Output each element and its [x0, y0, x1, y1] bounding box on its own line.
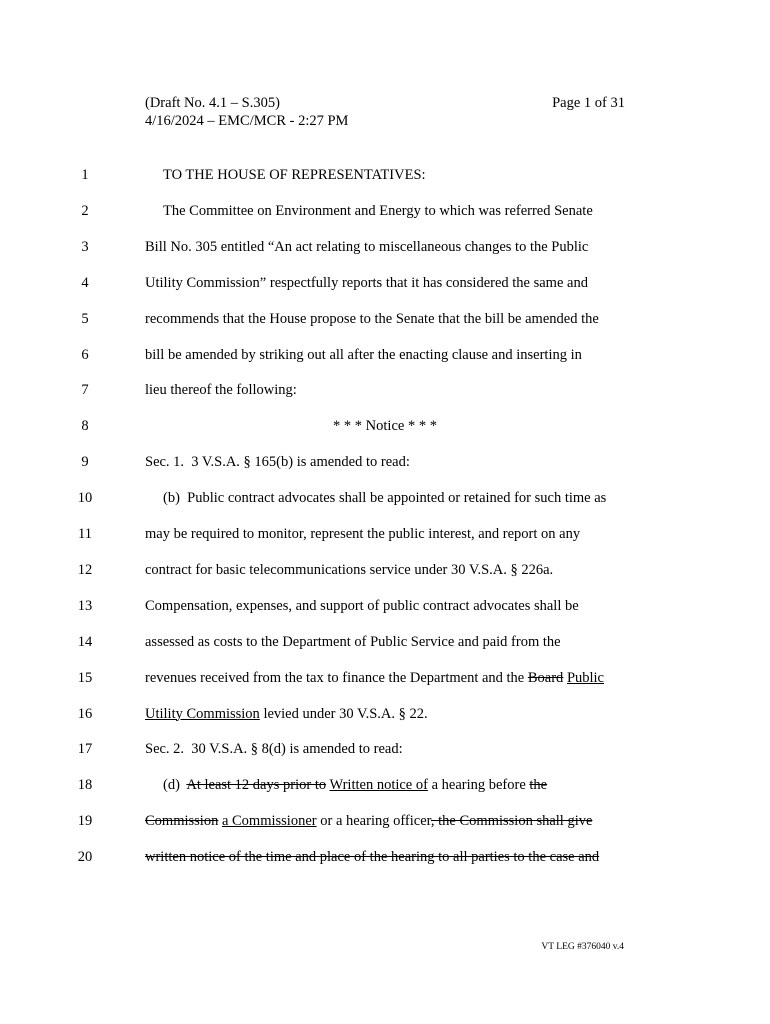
line-number: 20	[77, 849, 93, 866]
deleted-text: the	[529, 777, 548, 794]
inserted-text: a Commissioner	[221, 813, 317, 830]
text-line	[0, 164, 770, 186]
line-number: 19	[77, 813, 93, 830]
draft-number: (Draft No. 4.1 – S.305)	[145, 95, 280, 111]
text-segment: revenues received from the tax to finance the Department and the	[145, 669, 528, 686]
text-line	[0, 595, 770, 617]
draft-date: 4/16/2024 – EMC/MCR - 2:27 PM	[145, 113, 349, 129]
text-segment: * * * Notice * * *	[333, 418, 437, 435]
line-text	[145, 164, 630, 186]
text-line	[0, 703, 770, 725]
deleted-text: Board	[527, 669, 564, 686]
line-text	[145, 667, 630, 689]
text-line	[0, 451, 770, 473]
text-line	[0, 846, 770, 868]
line-text	[145, 415, 625, 437]
text-line	[0, 667, 770, 689]
line-number: 16	[77, 705, 93, 722]
text-segment: The Committee on Environment and Energy to which was referred Senate	[163, 202, 593, 219]
text-line	[0, 200, 770, 222]
text-line	[0, 308, 770, 330]
line-number: 4	[81, 274, 89, 291]
line-text	[145, 559, 630, 581]
line-number: 5	[81, 310, 89, 327]
draft-header	[145, 94, 348, 130]
line-number: 17	[77, 741, 93, 758]
line-text	[145, 272, 630, 294]
text-segment: may be required to monitor, represent the public interest, and report on any	[145, 526, 581, 542]
text-line	[0, 487, 770, 509]
text-line	[0, 738, 770, 760]
line-number: 8	[81, 418, 89, 435]
text-line	[0, 236, 770, 258]
line-text	[145, 595, 630, 617]
line-number: 1	[81, 167, 89, 183]
text-segment: Compensation, expenses, and support of public contract advocates shall be	[145, 597, 579, 614]
text-segment: TO THE HOUSE OF REPRESENTATIVES:	[163, 167, 426, 183]
line-text	[145, 379, 630, 401]
text-segment: or a hearing officer	[316, 813, 431, 830]
line-text	[145, 200, 630, 222]
line-text	[145, 631, 630, 653]
line-number: 18	[77, 777, 93, 794]
text-segment: Utility Commission” respectfully reports that it has considered the same and	[145, 274, 588, 291]
text-segment: lieu thereof the following:	[145, 382, 297, 399]
line-text	[145, 451, 630, 473]
line-number: 2	[81, 202, 89, 219]
text-line	[0, 523, 770, 545]
text-segment: contract for basic telecommunications service under 30 V.S.A. § 226a.	[145, 561, 554, 578]
line-text	[145, 774, 630, 796]
text-segment: (b) Public contract advocates shall be appointed or retained for such time as	[163, 490, 607, 507]
text-line	[0, 344, 770, 366]
line-number: 13	[77, 597, 93, 614]
line-text	[145, 703, 630, 725]
text-segment: assessed as costs to the Department of Public Service and paid from the	[145, 633, 561, 650]
deleted-text: Commission	[145, 813, 219, 830]
line-number: 10	[77, 490, 93, 507]
line-text	[145, 308, 630, 330]
line-number: 14	[77, 633, 93, 650]
line-text	[145, 738, 630, 760]
text-line	[0, 774, 770, 796]
text-segment: Bill No. 305 entitled “An act relating to miscellaneous changes to the Public	[145, 238, 589, 255]
deleted-text: written notice of the time and place of the hearing to all parties to the case and	[145, 849, 600, 866]
text-line	[0, 559, 770, 581]
line-number: 7	[81, 382, 89, 399]
line-number: 11	[78, 526, 92, 542]
line-text	[145, 523, 630, 545]
text-line	[0, 810, 770, 832]
line-text	[145, 810, 630, 832]
deleted-text: , the Commission shall give	[430, 813, 593, 830]
inserted-text: Public	[566, 669, 604, 686]
text-line	[0, 379, 770, 401]
line-text	[145, 846, 630, 868]
line-text	[145, 344, 630, 366]
line-number: 6	[81, 346, 89, 363]
text-line	[0, 272, 770, 294]
line-text	[145, 236, 630, 258]
text-segment: levied under 30 V.S.A. § 22.	[259, 705, 428, 722]
line-number: 12	[77, 561, 93, 578]
text-segment: Sec. 2. 30 V.S.A. § 8(d) is amended to read:	[145, 741, 403, 758]
text-segment: (d)	[163, 777, 187, 794]
text-segment: bill be amended by striking out all after the enacting clause and inserting in	[145, 346, 582, 363]
inserted-text: Utility Commission	[145, 705, 260, 722]
text-segment: recommends that the House propose to the Senate that the bill be amended the	[145, 310, 599, 327]
page-number: Page 1 of 31	[552, 95, 625, 111]
text-segment: Sec. 1. 3 V.S.A. § 165(b) is amended to read:	[145, 454, 410, 471]
text-segment: a hearing before	[427, 777, 530, 794]
line-number: 9	[81, 454, 89, 471]
text-line	[0, 415, 770, 437]
inserted-text: Written notice of	[329, 777, 428, 794]
footer-version: VT LEG #376040 v.4	[541, 942, 624, 952]
text-line	[0, 631, 770, 653]
deleted-text: At least 12 days prior to	[186, 777, 327, 794]
line-text	[145, 487, 630, 509]
line-number: 3	[81, 238, 89, 255]
line-number: 15	[77, 669, 93, 686]
